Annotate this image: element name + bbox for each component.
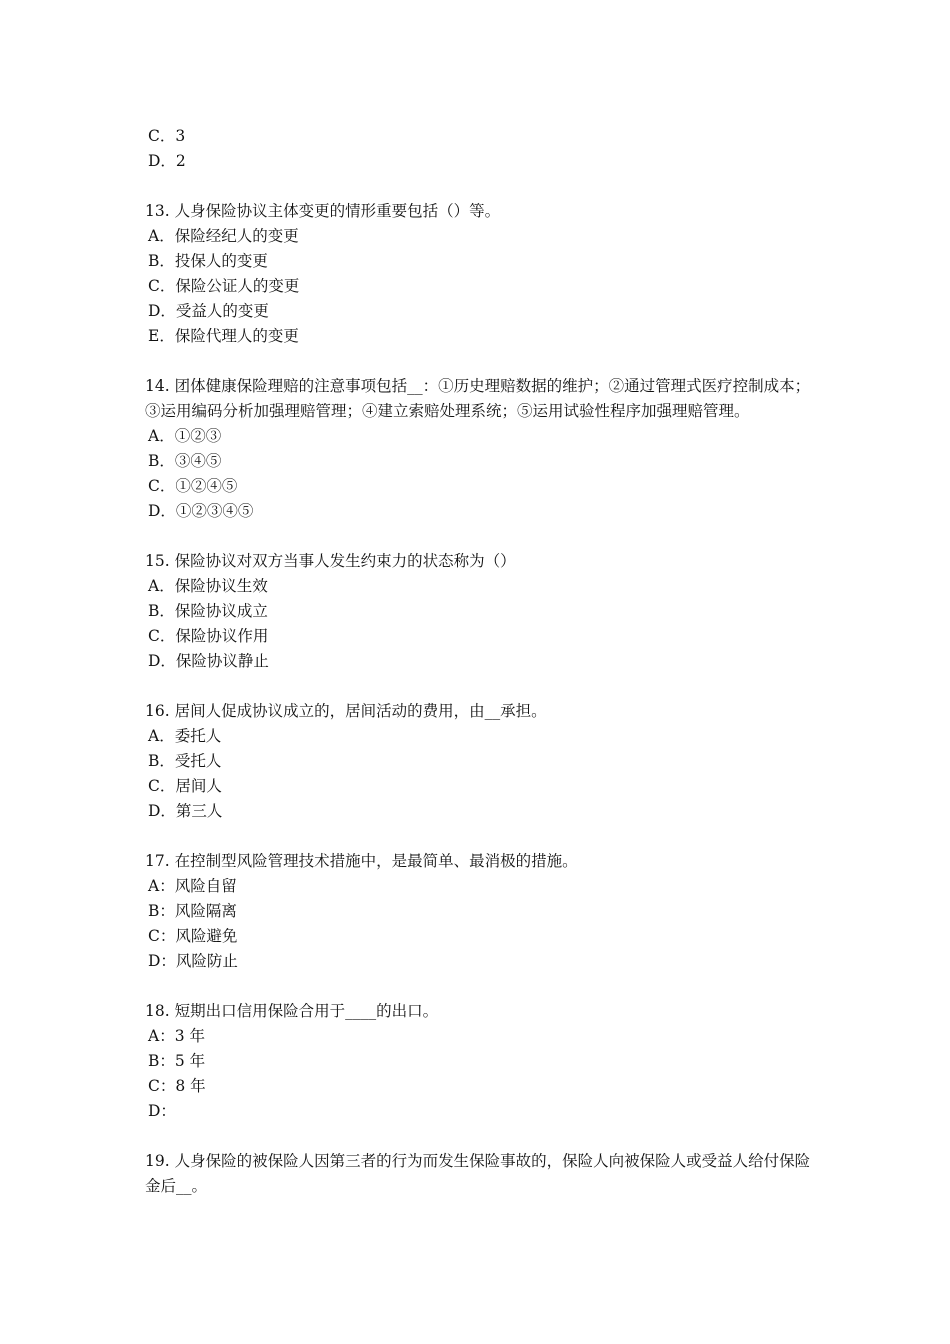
option-a: A．委托人	[148, 727, 222, 745]
option-c: C：8 年	[148, 1077, 206, 1095]
option-c: C：风险避免	[148, 927, 238, 945]
option-c: C．保险公证人的变更	[148, 277, 300, 295]
option-d: D．2	[148, 152, 186, 170]
option-d: D．①②③④⑤	[148, 502, 254, 520]
option-d: D：风险防止	[148, 952, 238, 970]
option-b: B：5 年	[148, 1052, 206, 1070]
option-a: A．①②③	[148, 427, 222, 445]
option-b: B．保险协议成立	[148, 602, 268, 620]
question-13	[145, 199, 815, 349]
question-15	[145, 549, 815, 674]
question-text: 14. 团体健康保险理赔的注意事项包括__：①历史理赔数据的维护；②通过管理式医疗控制成本；③运用编码分析加强理赔管理；④建立索赔处理系统；⑤运用试验性程序加强理赔管理。	[145, 377, 811, 420]
option-d: D：	[148, 1102, 176, 1120]
option-b: B．受托人	[148, 752, 222, 770]
question-18	[145, 999, 815, 1124]
option-a: A：风险自留	[148, 877, 237, 895]
option-a: A．保险协议生效	[148, 577, 268, 595]
option-b: B．③④⑤	[148, 452, 222, 470]
option-b: B：风险隔离	[148, 902, 237, 920]
option-c: C．居间人	[148, 777, 222, 795]
leading-options	[145, 124, 815, 174]
question-text: 13. 人身保险协议主体变更的情形重要包括（）等。	[145, 202, 501, 220]
question-16	[145, 699, 815, 824]
question-19	[145, 1149, 815, 1199]
question-text: 16. 居间人促成协议成立的，居间活动的费用，由__承担。	[145, 702, 547, 720]
question-text: 17. 在控制型风险管理技术措施中，是最简单、最消极的措施。	[145, 852, 578, 870]
option-a: A．保险经纪人的变更	[148, 227, 299, 245]
question-text: 19. 人身保险的被保险人因第三者的行为而发生保险事故的，保险人向被保险人或受益人给付保险金后__。	[145, 1152, 811, 1195]
option-d: D．第三人	[148, 802, 223, 820]
question-17	[145, 849, 815, 974]
option-b: B．投保人的变更	[148, 252, 268, 270]
option-d: D．保险协议静止	[148, 652, 269, 670]
document-page	[145, 124, 815, 1199]
option-c: C．①②④⑤	[148, 477, 238, 495]
option-c: C．3	[148, 127, 186, 145]
question-14	[145, 374, 815, 524]
option-a: A：3 年	[148, 1027, 205, 1045]
option-c: C．保险协议作用	[148, 627, 269, 645]
question-text: 15. 保险协议对双方当事人发生约束力的状态称为（）	[145, 552, 516, 570]
question-text: 18. 短期出口信用保险合用于____的出口。	[145, 1002, 439, 1020]
option-e: E．保险代理人的变更	[148, 327, 299, 345]
option-d: D．受益人的变更	[148, 302, 269, 320]
